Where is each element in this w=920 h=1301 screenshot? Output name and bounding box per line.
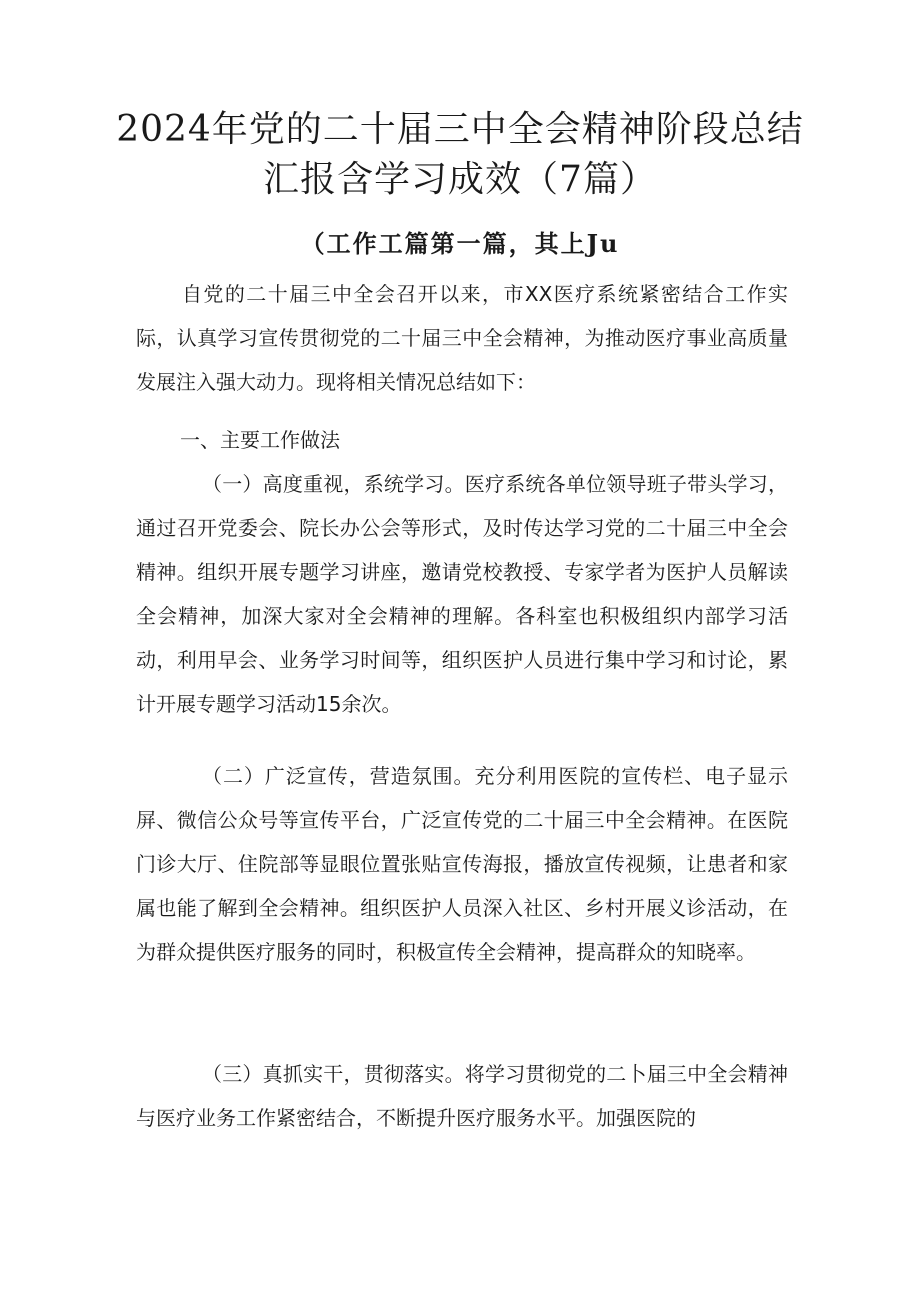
paragraph-publicity: （二）广泛宣传，营造氛围。充分利用医院的宣传栏、电子显示屏、微信公众号等宣传平台，广泛宣传党的二十届三中全会精神。在医院门诊大厅、住院部等显眼位置张贴宣传海报，播放宣传视频，让患者和家属也能了解到全会精神。组织医护人员深入社区、乡村开展义诊活动，在为群众提供医疗服务的同时，积极宣传全会精神，提高群众的知晓率。 xyxy=(136,764,788,964)
document-title-line2: 汇报含学习成效（7篇） xyxy=(263,159,657,200)
document-title-line1: 2024年党的二十届三中全会精神阶段总结 xyxy=(116,109,804,150)
paragraph-implementation: （三）真抓实干，贯彻落实。将学习贯彻党的二卜届三中全会精神与医疗业务工作紧密结合，不断提升医疗服务水平。加强医院的 xyxy=(136,1062,788,1130)
section-heading: 一、主要工作做法 xyxy=(180,428,340,452)
document-subtitle: （工作工篇第一篇，其上Ju xyxy=(300,229,620,258)
paragraph-study: （一）高度重视，系统学习。医疗系统各单位领导班子带头学习，通过召开党委会、院长办公会等形式，及时传达学习党的二十届三中全会精神。组织开展专题学习讲座，邀请党校教授、专家学者为医护人员解读全会精神，加深大家对全会精神的理解。各科室也积极组织内部学习活动，利用早会、业务学习时间等，组织医护人员进行集中学习和讨论，累计开展专题学习活动15余次。 xyxy=(136,472,788,716)
intro-paragraph: 自党的二十届三中全会召开以来，市XX医疗系统紧密结合工作实际，认真学习宣传贯彻党的二十届三中全会精神，为推动医疗事业高质量发展注入强大动力。现将相关情况总结如下： xyxy=(136,282,788,394)
